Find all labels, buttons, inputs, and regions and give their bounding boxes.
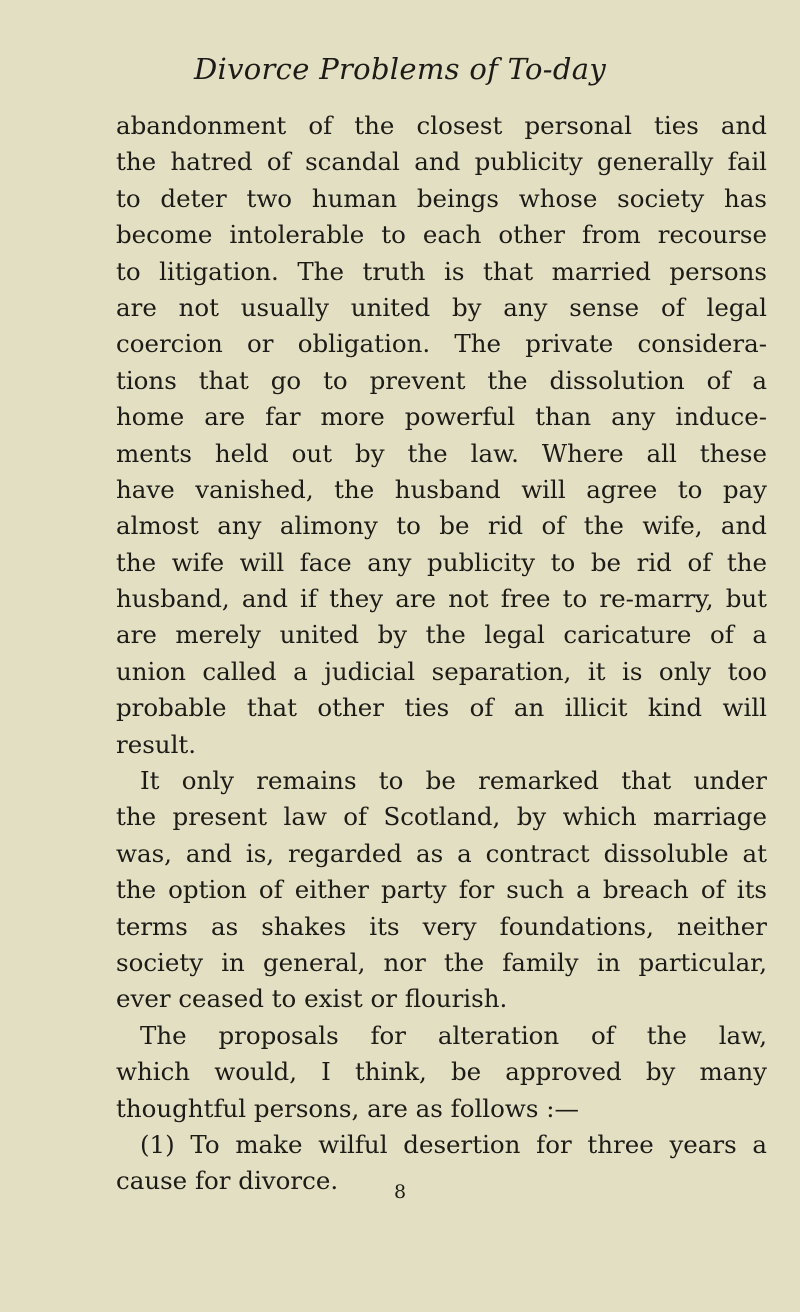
text-line: The proposals for alteration of the law, <box>140 1020 767 1050</box>
text-line: result. <box>116 729 197 759</box>
text-line: ever ceased to exist or flourish. <box>116 984 508 1014</box>
text-line: terms as shakes its very foundations, neither <box>116 911 767 941</box>
page-number: 8 <box>393 1181 407 1203</box>
running-head: Divorce Problems of To-day <box>193 52 607 86</box>
text-line: become intolerable to each other from recourse <box>116 220 767 250</box>
text-line: thoughtful persons, are as follows :— <box>116 1093 579 1123</box>
text-line: the present law of Scotland, by which marriage <box>116 802 767 832</box>
text-line: cause for divorce. <box>116 1166 339 1196</box>
text-line: the option of either party for such a breach of its <box>116 875 767 905</box>
text-line: have vanished, the husband will agree to pay <box>116 474 767 504</box>
text-line: probable that other ties of an illicit kind will <box>116 693 767 723</box>
text-line: husband, and if they are not free to re-marry, but <box>116 584 767 614</box>
text-line: which would, I think, be approved by many <box>116 1057 767 1087</box>
text-line: It only remains to be remarked that under <box>140 766 767 796</box>
text-line: home are far more powerful than any induce- <box>116 402 767 432</box>
text-line: the wife will face any publicity to be rid of the <box>116 547 767 577</box>
text-line: tions that go to prevent the dissolution of a <box>116 365 767 395</box>
body-text <box>116 108 767 1200</box>
text-line: almost any alimony to be rid of the wife, and <box>116 511 767 541</box>
text-line: ments held out by the law. Where all these <box>116 438 767 468</box>
text-line: abandonment of the closest personal ties and <box>116 111 767 140</box>
text-line: (1) To make wilful desertion for three years a <box>140 1129 767 1159</box>
text-line: the hatred of scandal and publicity generally fail <box>116 147 767 177</box>
text-line: was, and is, regarded as a contract dissoluble at <box>116 838 767 868</box>
text-line: union called a judicial separation, it is only too <box>116 656 767 686</box>
text-line: to deter two human beings whose society has <box>116 183 767 213</box>
text-line: to litigation. The truth is that married persons <box>116 256 767 286</box>
text-line: are merely united by the legal caricature of a <box>116 620 767 650</box>
text-line: coercion or obligation. The private considera- <box>116 329 767 359</box>
text-line: are not usually united by any sense of legal <box>116 292 767 322</box>
text-line: society in general, nor the family in particular, <box>116 947 767 977</box>
